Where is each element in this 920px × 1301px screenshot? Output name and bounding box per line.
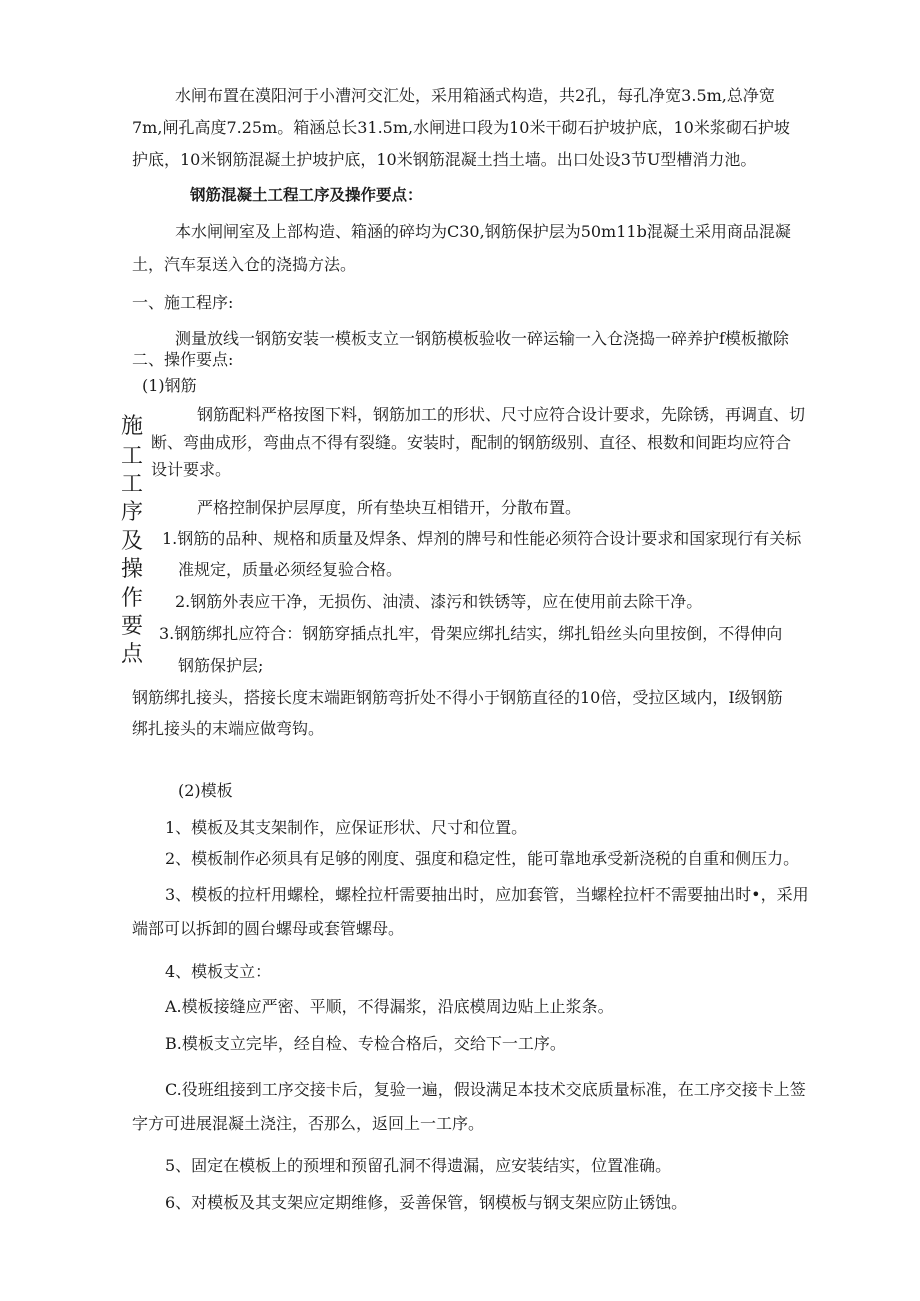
- intro-line-2: 7m,闸孔高度7.25m。箱涵总长31.5m,水闸进口段为10米干砌石护坡护底，10米浆砌石护坡: [132, 118, 790, 137]
- formwork-item-b: B.模板支立完毕，经自检、专检合格后，交给下一工序。: [165, 1034, 566, 1053]
- para2-line-1: 本水闸闸室及上部构造、箱涵的碎均为C30,钢筋保护层为50m11b混凝土采用商品混凝: [175, 222, 791, 241]
- side-char: 要: [120, 614, 143, 639]
- formwork-item3-line-2: 端部可以拆卸的圆台螺母或套管螺母。: [132, 919, 405, 938]
- rebar-p1-line-3: 设计要求。: [151, 460, 232, 479]
- intro-line-1: 水闸布置在漠阳河于小漕河交汇处，采用箱涵式构造，共2孔，每孔净宽3.5m,总净宽: [175, 86, 775, 105]
- section1-title: 一、施工程序:: [132, 293, 234, 312]
- side-char: 工: [120, 472, 143, 497]
- formwork-item4: 4、模板支立：: [165, 962, 272, 981]
- subsection-formwork-title: (2)模板: [178, 781, 233, 800]
- formwork-item5: 5、固定在模板上的预埋和预留孔洞不得遗漏，应安装结实，位置准确。: [165, 1156, 672, 1175]
- rebar-p1-line-2: 断、弯曲成形，弯曲点不得有裂缝。安装时，配制的钢筋级别、直径、根数和间距均应符合: [151, 433, 792, 452]
- side-char: 作: [120, 586, 143, 611]
- section-heading: 钢筋混凝土工程工序及操作要点：: [190, 186, 423, 204]
- para2-line-2: 土，汽车泵送入仓的浇捣方法。: [132, 255, 357, 274]
- section2-title: 二、操作要点:: [132, 350, 234, 369]
- rebar-item2: 2.钢筋外表应干净，无损伤、油渍、漆污和铁锈等，应在使用前去除干净。: [175, 592, 703, 611]
- formwork-item6: 6、对模板及其支架应定期维修，妥善保管，钢模板与钢支架应防止锈蚀。: [165, 1193, 688, 1212]
- rebar-item4-line-1: 钢筋绑扎接头，搭接长度末端距钢筋弯折处不得小于钢筋直径的10倍，受拉区域内，I级钢筋: [132, 688, 783, 707]
- formwork-item-c-line-2: 字方可进展混凝土浇注，否那么，返回上一工序。: [132, 1114, 485, 1133]
- side-char: 及: [120, 529, 143, 554]
- side-char: 序: [120, 500, 143, 525]
- side-char: 操: [120, 557, 143, 582]
- subsection-rebar-title: (1)钢筋: [142, 376, 197, 395]
- rebar-p2: 严格控制保护层厚度，所有垫块互相错开，分散布置。: [197, 498, 582, 517]
- rebar-p1-line-1: 钢筋配料严格按图下料，钢筋加工的形状、尺寸应符合设计要求，先除锈，再调直、切: [197, 405, 806, 424]
- formwork-item-c-line-1: C.役班组接到工序交接卡后，复验一遍，假设满足本技术交底质量标准，在工序交接卡上签: [165, 1080, 806, 1099]
- formwork-item3-line-1: 3、模板的拉杆用螺栓，螺栓拉杆需要抽出时，应加套管，当螺栓拉杆不需要抽出时•，采用: [165, 885, 809, 904]
- formwork-item-a: A.模板接缝应严密、平顺，不得漏浆，沿底模周边贴上止浆条。: [165, 997, 614, 1016]
- rebar-item1-line-1: 1.钢筋的品种、规格和质量及焊条、焊剂的牌号和性能必须符合设计要求和国家现行有关标: [162, 529, 802, 548]
- intro-line-3: 护底，10米钢筋混凝土护坡护底，10米钢筋混凝土挡土墙。出口处设3节U型槽消力池。: [132, 150, 757, 169]
- side-char: 点: [120, 642, 143, 667]
- rebar-item3-line-1: 3.钢筋绑扎应符合：钢筋穿插点扎牢，骨架应绑扎结实，绑扎铅丝头向里按倒，不得伸向: [159, 624, 783, 643]
- construction-flow: 测量放线一钢筋安装一模板支立一钢筋模板验收一碎运输一入仓浇捣一碎养护f模板撤除: [175, 329, 789, 348]
- formwork-item2: 2、模板制作必须具有足够的刚度、强度和稳定性，能可靠地承受新浇税的自重和侧压力。: [165, 849, 800, 868]
- rebar-item3-line-2: 钢筋保护层;: [178, 656, 264, 675]
- formwork-item1: 1、模板及其支架制作，应保证形状、尺寸和位置。: [165, 818, 528, 837]
- side-char: 施: [120, 414, 143, 439]
- rebar-item4-line-2: 绑扎接头的末端应做弯钩。: [132, 719, 325, 738]
- rebar-item1-line-2: 准规定，质量必须经复验合格。: [178, 560, 403, 579]
- side-char: 工: [120, 444, 143, 469]
